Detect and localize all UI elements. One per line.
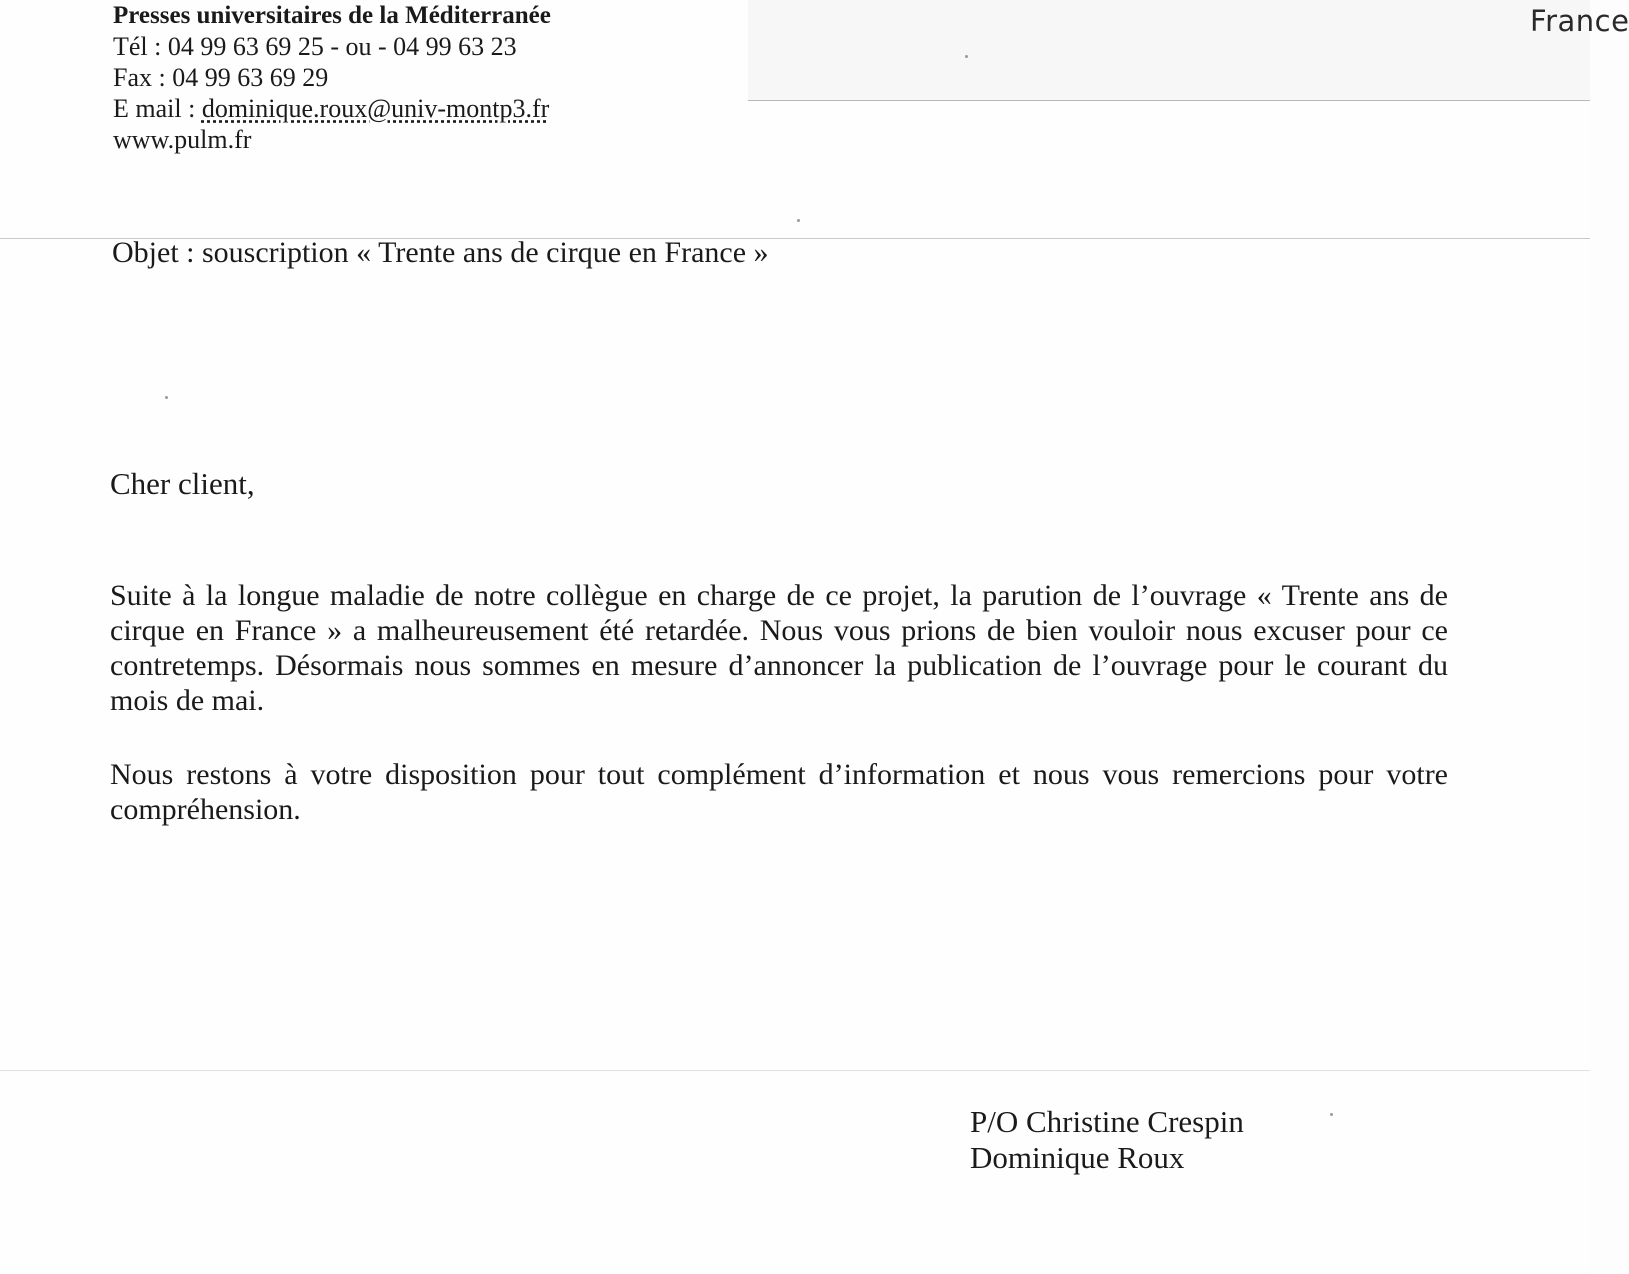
fold-line-bottom: [0, 1070, 1590, 1071]
scan-speck: [165, 396, 168, 399]
sender-phone: Tél : 04 99 63 69 25 - ou - 04 99 63 23: [113, 32, 517, 61]
sender-email-link[interactable]: dominique.roux@univ-montp3.fr: [201, 94, 550, 123]
recipient-address-window: [748, 0, 1629, 101]
sender-fax: Fax : 04 99 63 69 29: [113, 63, 329, 92]
recipient-country: France: [1530, 4, 1629, 38]
letter-paragraph-2: Nous restons à votre disposition pour tout complément d’information et nous vous remercions pour votre compréhension.: [110, 758, 1448, 826]
letter-subject: Objet : souscription « Trente ans de cirque en France »: [112, 236, 769, 269]
signature-block: [970, 1104, 1244, 1176]
letter-paragraph-1: Suite à la longue maladie de notre collègue en charge de ce projet, la parution de l’ouvrage « Trente ans de cirque en France » a malheureusement été retardée. Nous vous prions de bien vouloir nous excuser pour ce contretemps. Désormais nous sommes en mesure d’annoncer la publication de l’ouvrage pour le courant du mois de mai.: [110, 579, 1448, 717]
sender-block: [113, 0, 551, 155]
letter-salutation: Cher client,: [110, 466, 255, 501]
scan-speck: [965, 55, 968, 58]
sender-email-label: E mail :: [113, 94, 202, 123]
sender-organization: Presses universitaires de la Méditerranée: [113, 2, 551, 29]
sender-website[interactable]: www.pulm.fr: [113, 125, 252, 154]
signature-line-1: P/O Christine Crespin: [970, 1104, 1244, 1139]
sender-email-line: [113, 93, 551, 124]
scan-speck: [1330, 1113, 1333, 1116]
scan-speck: [797, 219, 800, 222]
signature-line-2: Dominique Roux: [970, 1140, 1185, 1175]
